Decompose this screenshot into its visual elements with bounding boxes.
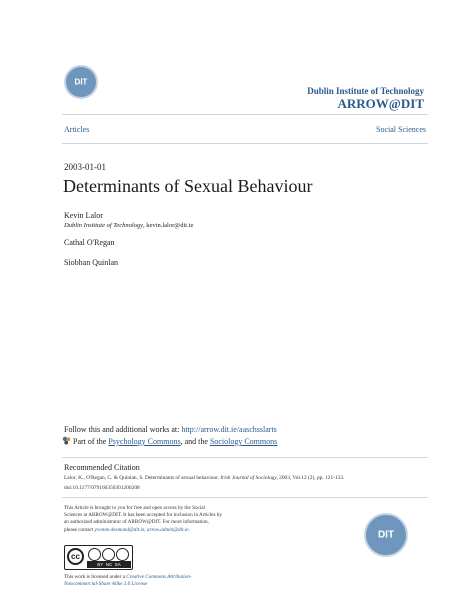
sociology-commons-link[interactable]: Sociology Commons <box>209 437 278 446</box>
citation-volume: 2003, Vol.12 (2), pp. 121-133. <box>277 475 345 481</box>
access-notice-line-1: This Article is brought to you for free and open access by the Social <box>64 505 206 511</box>
author-3-name: Siobhan Quinlan <box>64 258 118 267</box>
license-text <box>64 574 284 588</box>
institution-name[interactable]: Dublin Institute of Technology <box>307 86 424 96</box>
author-1-email: , kevin.lalor@dit.ie <box>143 222 194 229</box>
access-notice <box>64 505 234 534</box>
author-1-institution: Dublin Institute of Technology <box>64 222 144 229</box>
access-notice-line-4 <box>64 527 234 534</box>
nav-articles[interactable]: Articles <box>64 125 90 134</box>
license-prefix: This work is licensed under a <box>64 574 127 580</box>
contact-email-link[interactable]: yvonne.desmond@dit.ie, arrow.admin@dit.ie <box>94 526 189 533</box>
license-line-1 <box>64 574 284 581</box>
cc-badge-labels: BY NC SA <box>87 561 131 568</box>
noncommercial-icon <box>102 548 115 561</box>
citation-authors: Lalor, K., O'Regan, C. & Quinlan, S. Determinants of sexual behaviour. <box>64 475 221 481</box>
part-of-prefix: Part of the <box>73 437 109 446</box>
license-link-part1[interactable]: Creative Commons Attribution- <box>126 574 192 580</box>
follow-line <box>64 425 277 434</box>
author-1-affiliation <box>64 222 193 229</box>
dit-logo-text: DIT <box>74 77 88 87</box>
citation-doi: doi:10.1177/079160350301200208 <box>64 485 140 491</box>
license-line-2 <box>64 581 284 588</box>
repository-name[interactable]: ARROW@DIT <box>337 96 424 111</box>
part-of-and: , and the <box>180 437 210 446</box>
dit-logo-bottom-text: DIT <box>377 529 395 541</box>
psychology-commons-link[interactable]: Psychology Commons <box>108 437 181 446</box>
access-notice-line-2: Sciences at ARROW@DIT. It has been accepted for inclusion in Articles by <box>64 512 222 519</box>
citation-divider <box>62 457 428 458</box>
nav-social-sciences[interactable]: Social Sciences <box>376 125 426 134</box>
cc-icon <box>67 548 84 565</box>
sharealike-icon <box>116 548 129 561</box>
license-link-part2[interactable]: Noncommercial-Share Alike 3.0 License <box>64 581 148 588</box>
author-2-name: Cathal O'Regan <box>64 238 115 247</box>
header-divider-bottom <box>62 143 428 144</box>
cc-license-badge[interactable] <box>64 545 133 570</box>
follow-prefix: Follow this and additional works at: <box>64 425 182 434</box>
dit-logo-bottom <box>364 513 408 557</box>
citation-journal: Irish Journal of Sociology, <box>220 475 278 481</box>
author-1-name: Kevin Lalor <box>64 211 103 220</box>
cc-icon-text: cc <box>71 552 80 561</box>
article-title: Determinants of Sexual Behaviour <box>63 176 313 196</box>
dit-logo <box>64 65 98 99</box>
article-date: 2003-01-01 <box>64 162 106 172</box>
access-notice-line-3: an authorized administrator of ARROW@DIT. For more information, <box>64 519 209 526</box>
contact-suffix: . <box>188 526 190 533</box>
citation-line-1 <box>64 475 344 481</box>
header-divider-top <box>62 114 428 115</box>
network-icon <box>62 436 71 445</box>
notice-divider <box>62 497 428 498</box>
part-of-line <box>62 436 277 446</box>
attribution-icon <box>88 548 101 561</box>
follow-url-link[interactable]: http://arrow.dit.ie/aaschsslarts <box>181 425 277 434</box>
contact-prefix: please contact <box>64 526 95 533</box>
citation-heading: Recommended Citation <box>64 463 140 472</box>
